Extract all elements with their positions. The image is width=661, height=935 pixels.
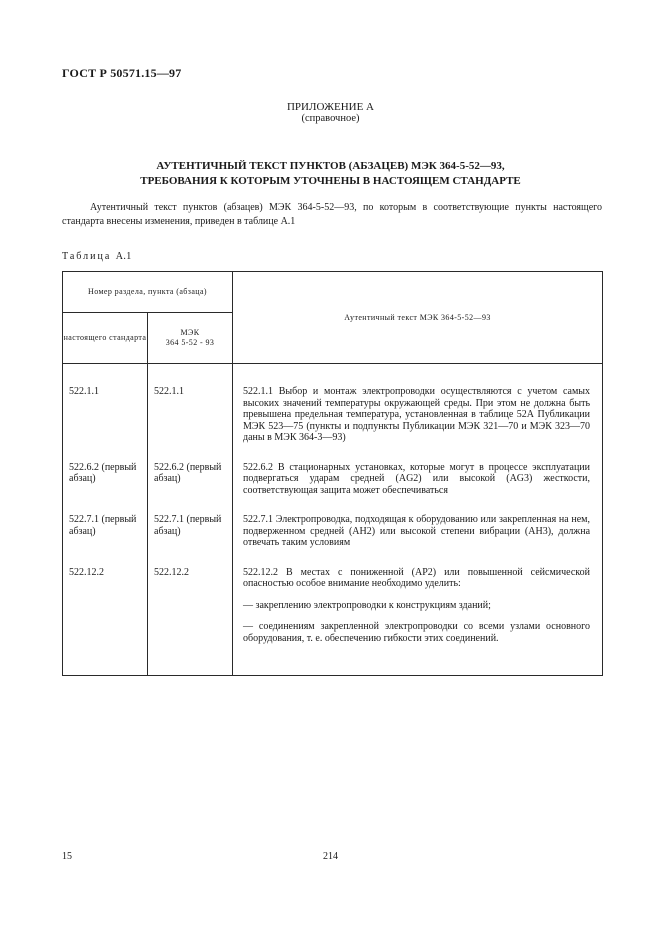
- header-iec-line2: 364 5-52 - 93: [165, 338, 215, 347]
- header-section-number: Номер раздела, пункта (абзаца): [63, 272, 233, 313]
- table-row: [63, 506, 603, 559]
- document-code: ГОСТ Р 50571.15—97: [62, 66, 182, 80]
- cell-paragraph: — соединениям закрепленной электропроводки со всеми узлами основного оборудования, т. е. обеспечению гибкости этих соединений.: [243, 621, 591, 644]
- cell-text: [233, 454, 603, 507]
- cell-iec: 522.1.1: [148, 364, 233, 454]
- header-current-standard: настоящего стандарта: [63, 313, 148, 364]
- cell-text: [233, 364, 603, 454]
- intro-paragraph: Аутентичный текст пунктов (абзацев) МЭК 364-5-52—93, по которым в соответствующие пункты настоящего стандарта внесены изменения, приведен в таблице А.1: [62, 202, 602, 227]
- cell-paragraph: 522.6.2 В стационарных установках, которые могут в процессе эксплуатации подвергаться ударам средней (AG2) или высокой (AG3) жесткости, соответствующая защита может обеспечиваться: [243, 461, 591, 496]
- cell-paragraph: — закреплению электропроводки к конструкциям зданий;: [243, 599, 491, 611]
- cell-paragraph: 522.7.1 Электропроводка, подходящая к оборудованию или закрепленная на нем, подверженном средней (АН2) или высокой степени вибрации (АН3), должна отвечать таким условиям: [243, 514, 591, 548]
- cell-current: 522.6.2 (первый абзац): [63, 454, 148, 507]
- table-caption-label: Таблица: [62, 251, 112, 262]
- appendix-label: ПРИЛОЖЕНИЕ А: [286, 101, 374, 113]
- cell-paragraph: 522.1.1 Выбор и монтаж электропроводки осуществляются с учетом самых высоких значений температуры окружающей среды. При этом не должна быть превышена предельная температура, установленная в таблице 52А Публикации МЭК 523—75 (пункты и подпункты Публикации МЭК 321—70 и МЭК 323—70 даны в МЭК 364-3—93): [243, 386, 591, 443]
- appendix-title: [60, 159, 601, 189]
- title-line-2: ТРЕБОВАНИЯ К КОТОРЫМ УТОЧНЕНЫ В НАСТОЯЩЕМ СТАНДАРТЕ: [140, 175, 521, 187]
- cell-current: 522.1.1: [63, 364, 148, 454]
- cell-text: [233, 506, 603, 559]
- header-iec: [148, 313, 233, 364]
- title-line-1: АУТЕНТИЧНЫЙ ТЕКСТ ПУНКТОВ (АБЗАЦЕВ) МЭК 364-5-52—93,: [156, 160, 505, 172]
- table-caption-number: А.1: [115, 251, 132, 262]
- cell-text: [233, 559, 603, 676]
- cell-current: 522.12.2: [63, 559, 148, 676]
- header-iec-line1: МЭК: [180, 328, 200, 337]
- table-row: [63, 454, 603, 507]
- table-row: [63, 559, 603, 676]
- table-caption: [62, 251, 132, 262]
- table-a1: [62, 271, 603, 676]
- appendix-heading: [0, 101, 661, 125]
- appendix-type: (справочное): [301, 113, 360, 124]
- page-number-center: 214: [323, 851, 338, 862]
- table-row: [63, 364, 603, 454]
- cell-iec: 522.12.2: [148, 559, 233, 676]
- cell-current: 522.7.1 (первый абзац): [63, 506, 148, 559]
- page-number-left: 15: [62, 851, 72, 862]
- cell-paragraph: 522.12.2 В местах с пониженной (АР2) или повышенной сейсмической опасностью особое внимание необходимо уделить:: [243, 566, 591, 589]
- cell-iec: 522.6.2 (первый абзац): [148, 454, 233, 507]
- header-authentic-text: Аутентичный текст МЭК 364-5-52—93: [233, 272, 603, 364]
- cell-iec: 522.7.1 (первый абзац): [148, 506, 233, 559]
